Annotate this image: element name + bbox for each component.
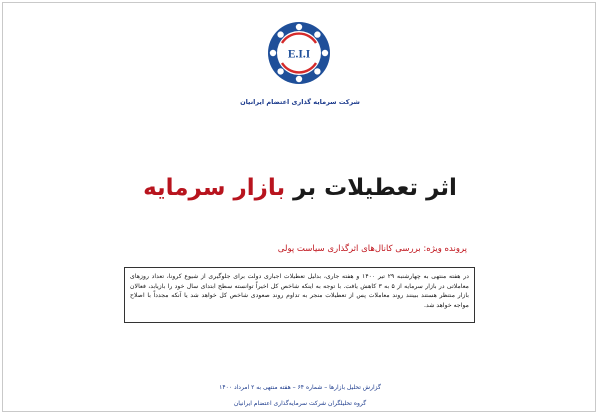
summary-box: در هفته منتهی به چهارشنبه ۲۹ تیر ۱۴۰۰ و هفته جاری، بدلیل تعطیلات اجباری دولت برای جلوگیری از شیوع کرونا، تعداد روزهای معاملاتی در بازار سرمایه از ۵ به ۳ کاهش یافت. با توجه به اینکه شاخص کل اخیراً توانسته سطح ابتدای سال خود را بازیابد، فعالان بازار منتظر هستند ببینند روند معاملات پس از تعطیلات منجر به تداوم روند صعودی شاخص کل خواهد شد یا آنکه مجدداً با اصلاح مواجه خواهد شد. (124, 267, 475, 323)
title-highlight: بازار سرمایه (143, 175, 286, 201)
title-part-1: اثر تعطیلات بر (285, 175, 457, 201)
company-logo (265, 19, 333, 87)
special-dossier-note: پرونده ویژه: بررسی کانال‌های اثرگذاری سیاست پولی (277, 244, 467, 254)
document-page (2, 2, 596, 412)
company-name: شرکت سرمایه گذاری اعتضام ایرانیان (240, 98, 360, 106)
page-title (3, 175, 597, 201)
group-footer: گروه تحلیلگران شرکت سرمایه‌گذاری اعتضام ایرانیان (233, 400, 367, 407)
report-footer: گزارش تحلیل بازارها – شماره ۶۴ – هفته منتهی به ۲ امرداد ۱۴۰۰ (219, 384, 381, 391)
logo-text: E.I.I (287, 48, 311, 61)
